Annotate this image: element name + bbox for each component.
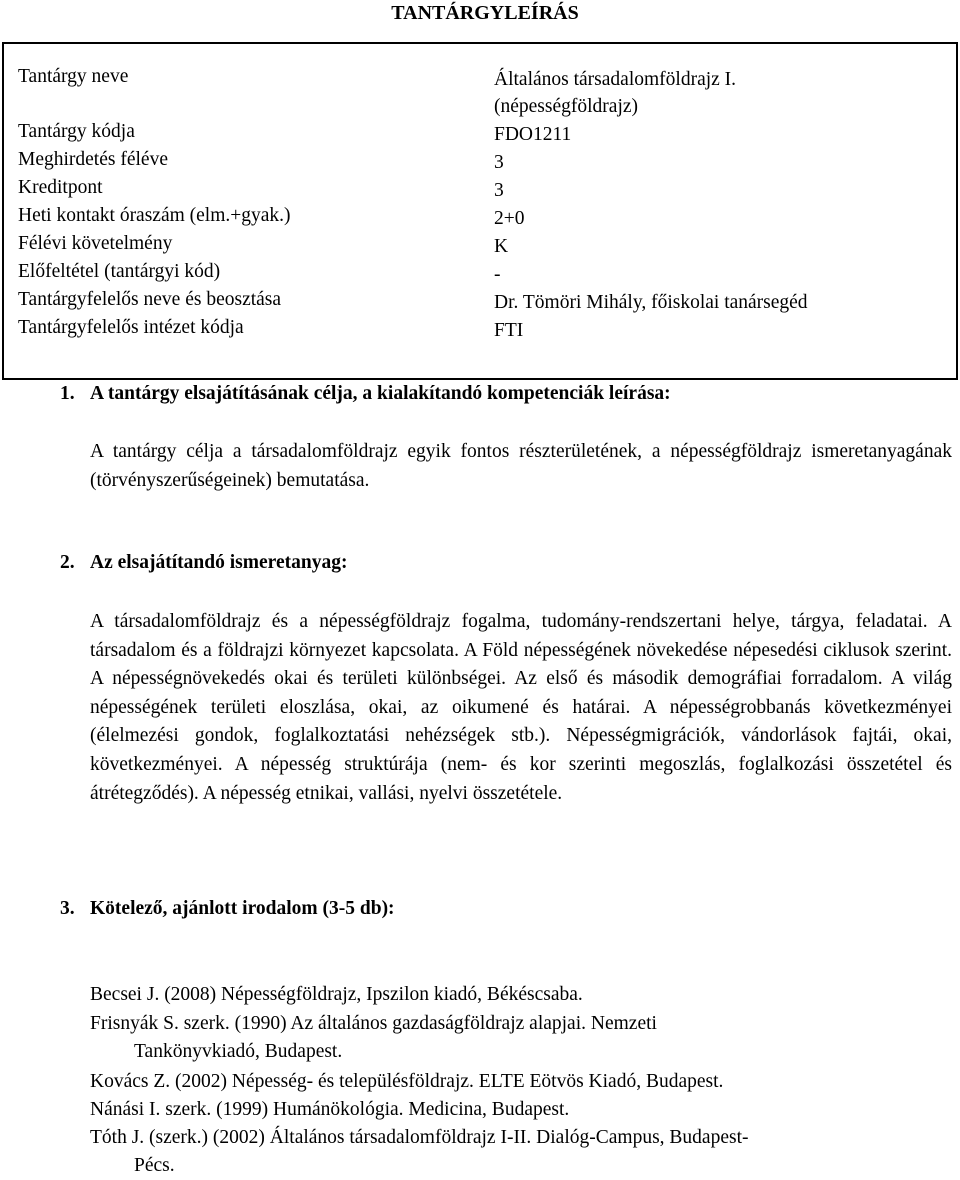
section-number: 2. [60,552,75,573]
section-title: Kötelező, ajánlott irodalom (3-5 db): [90,898,395,919]
info-row-requirement [18,233,956,261]
info-value [494,66,736,120]
info-row-contact-hours [18,205,956,233]
reference-item [90,981,952,1009]
info-row-responsible-person [18,289,956,317]
reference-text: Tóth J. (szerk.) (2002) Általános társadalomföldrajz I-II. Dialóg-Campus, Budapest- [90,1127,749,1148]
info-label: Tantárgy kódja [18,121,135,142]
section-heading-1 [60,383,671,405]
reference-item [90,1096,952,1124]
section-heading-2 [60,552,347,574]
reference-item [90,1124,952,1180]
reference-text: Nánási I. szerk. (1999) Humánökológia. Medicina, Budapest. [90,1099,570,1120]
info-value: K [494,236,509,257]
reference-text: Becsei J. (2008) Népességföldrajz, Ipszilon kiadó, Békéscsaba. [90,984,583,1005]
section-body-2: A társadalomföldrajz és a népességföldrajz fogalma, tudomány-rendszertani helye, tárgya, feladatai. A társadalom és a földrajzi környezet kapcsolata. A Föld népességének növekedése népesedési ciklusok szerint. A népességnövekedés okai és területi különbségei. Az első és második demográfiai forradalom. A világ népességének területi eloszlása, okai, az oikumené és határai. A népességrobbanás következményei (élelmezési gondok, foglalkoztatási nehézségek stb.). Népességmigrációk, vándorlások fajtái, okai, következményei. A népesség struktúrája (nem- és kor szerinti megoszlás, foglalkozási összetétel és átrétegződés). A népesség etnikai, vallási, nyelvi összetétele. [90,611,952,804]
course-name-line2: (népességföldrajz) [494,96,639,117]
info-label: Tantárgy neve [18,66,129,87]
reference-text: Frisnyák S. szerk. (1990) Az általános gazdaságföldrajz alapjai. Nemzeti [90,1013,657,1034]
info-row-semester [18,149,956,177]
info-label: Tantárgyfelelős intézet kódja [18,317,244,338]
reference-item [90,1010,952,1066]
info-label: Félévi követelmény [18,233,173,254]
info-row-credits [18,177,956,205]
course-name-line1: Általános társadalomföldrajz I. [494,69,737,90]
reference-text: Kovács Z. (2002) Népesség- és településföldrajz. ELTE Eötvös Kiadó, Budapest. [90,1071,724,1092]
info-row-institute-code [18,317,956,345]
section-number: 3. [60,898,75,919]
section-body-1: A tantárgy célja a társadalomföldrajz egyik fontos részterületének, a népességföldrajz ismeretanyagának (törvényszerűségeinek) bemutatása. [90,441,952,491]
info-row-course-code [18,121,956,149]
section-title: Az elsajátítandó ismeretanyag: [90,552,348,573]
reference-text-continued: Pécs. [134,1155,175,1176]
section-heading-3 [60,898,395,920]
info-value: FTI [494,320,524,341]
info-label: Előfeltétel (tantárgyi kód) [18,261,221,282]
info-value: 3 [494,180,504,201]
info-label: Tantárgyfelelős neve és beosztása [18,289,282,310]
info-value: FDO1211 [494,124,572,145]
info-value: Dr. Tömöri Mihály, főiskolai tanársegéd [494,292,808,313]
info-row-course-name [18,66,956,117]
info-value: 3 [494,152,504,173]
info-label: Heti kontakt óraszám (elm.+gyak.) [18,205,291,226]
info-row-prerequisite [18,261,956,289]
section-title: A tantárgy elsajátításának célja, a kialakítandó kompetenciák leírása: [90,383,671,404]
info-value: 2+0 [494,208,525,229]
reference-item [90,1068,952,1096]
info-label: Meghirdetés féléve [18,149,168,170]
course-info-table [2,42,958,380]
document-title: TANTÁRGYLEÍRÁS [391,2,579,24]
section-number: 1. [60,383,75,404]
reference-text-continued: Tankönyvkiadó, Budapest. [134,1041,343,1062]
info-label: Kreditpont [18,177,103,198]
info-value: - [494,264,501,285]
